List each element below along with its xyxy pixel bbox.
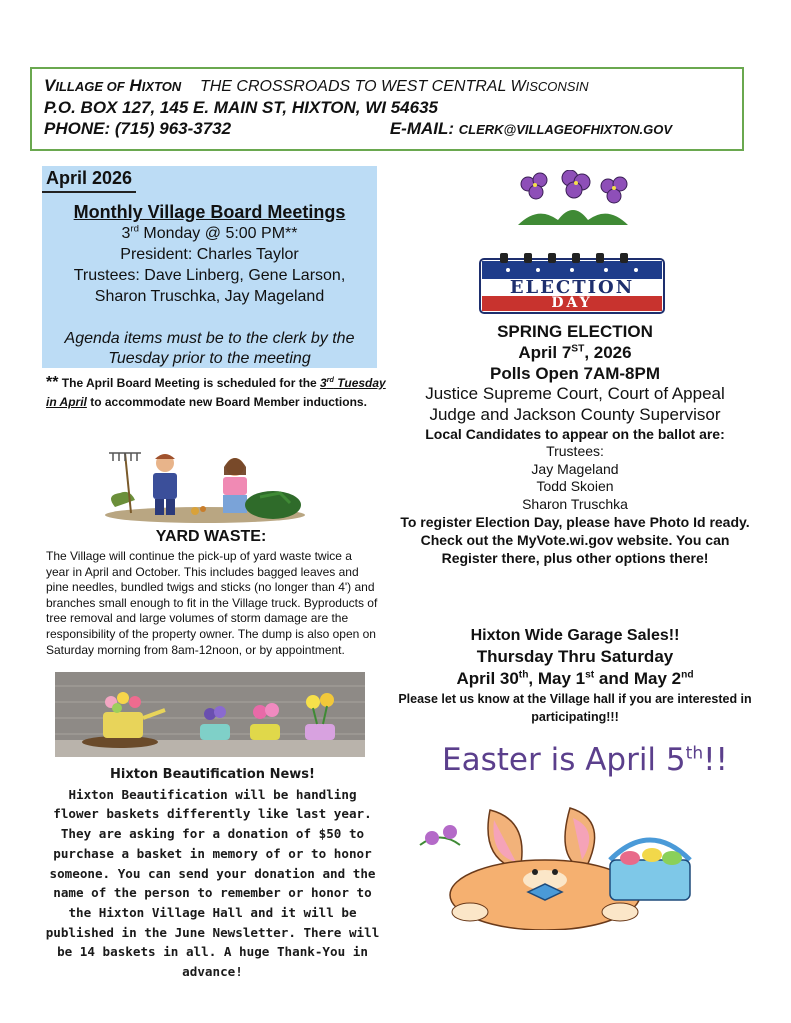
meeting-schedule [42,223,377,244]
president-line: President: Charles Taylor [120,246,299,263]
election-date-sup: ST [571,343,585,355]
hixton-initial: H [129,76,142,95]
garage-sales-section [395,625,755,726]
election-day-badge [478,253,666,315]
election-date [395,342,755,363]
trustees-label: Trustees: [546,443,604,459]
tagline-rest: ISCONSIN [525,79,589,94]
spring-election-section [395,321,755,567]
trustees-line-2: Sharon Truschka, Jay Mageland [94,288,325,305]
garage-days: Thursday Thru Saturday [476,647,674,666]
candidate-item: Sharon Truschka [522,495,628,512]
yard-waste-body: The Village will continue the pick-up of yard waste twice a year in April and October. This includes bagged leaves and pine needles, bundled twigs and sticks (no longer than 4') and branches small enough to fit in the Village truck. Byproducts of tree removal and large volumes of storm damage are the responsibility of the property owner. The dump is also open on Saturday morning from 8am-12noon, or by appointment. [46,549,378,657]
email-address[interactable]: CLERK@VILLAGEOFHIXTON.GOV [458,122,672,137]
header-address: P.O. BOX 127, 145 E. MAIN ST, HIXTON, WI 54635 [44,98,438,117]
local-candidates-heading: Local Candidates to appear on the ballot are: [425,426,725,442]
garage-date-1: April 30 [456,669,519,688]
schedule-num: 3 [121,225,131,242]
header-phone: PHONE: (715) 963-3732 [44,119,232,138]
garage-date-1-sup: th [518,669,529,681]
races-line-1: Justice Supreme Court, Court of Appeal [425,384,725,403]
beautification-title: Hixton Beautification News! [110,767,315,782]
tagline [200,78,589,95]
header-contact-row [44,118,732,140]
schedule-rest: Monday @ 5:00 PM** [138,225,298,242]
flower-baskets-photo [55,672,365,757]
trustees-line-1: Trustees: Dave Linberg, Gene Larson, [73,267,346,284]
schedule-sup: rd [130,223,139,235]
tagline-w: W [510,78,526,95]
agenda-note: Agenda items must be to the clerk by the Tuesday prior to the meeting [64,330,355,367]
newsletter-header [30,67,744,151]
races-line-2: Judge and Jackson County Supervisor [429,404,721,424]
village-word: ILLAGE OF [55,79,125,94]
village-initial: V [44,76,56,95]
easter-tail: !! [703,742,728,778]
election-badge-line1: ELECTION [509,277,635,298]
header-email [390,118,672,140]
note-text-a: The April Board Meeting is scheduled for the [58,376,321,390]
candidate-item: Todd Skoien [536,478,614,494]
board-meetings-box [42,166,377,368]
meetings-details [42,223,377,307]
election-badge-line2: DAY [551,295,593,311]
easter-sup: th [685,743,704,764]
beautification-section [45,765,380,982]
easter-announcement [405,742,765,778]
tagline-text: THE CROSSROADS TO WEST CENTRAL [199,78,511,95]
hixton-word: IXTON [141,79,182,94]
election-title: SPRING ELECTION [497,322,653,341]
garage-title: Hixton Wide Garage Sales!! [470,627,680,644]
easter-bunny-illustration [410,800,710,930]
note-u-rest: Tuesday in April [46,376,386,409]
yard-waste-title: YARD WASTE: [155,528,267,545]
header-line-1 [44,75,732,97]
polls-hours: Polls Open 7AM-8PM [489,364,661,383]
garage-dates [395,668,755,690]
garage-date-3-sup: nd [681,669,694,681]
garage-note: Please let us know at the Village hall if you are interested in participating!!! [398,692,752,724]
beautification-body: Hixton Beautification will be handling flower baskets differently like last year. They are asking for a donation of $50 to purchase a basket in memory of or to honor someone. You can send your donation and the name of the person to remember or honor to the Hixton Village Hall and it will be published in the June Newsletter. There will be 14 baskets in all. A huge Thank-You in advance! [45,786,380,980]
note-u-num: 3 [320,376,327,390]
election-date-pre: April 7 [518,343,572,362]
election-date-post: , 2026 [584,343,632,362]
note-stars: ** [46,374,59,391]
easter-text: Easter is April 5 [442,742,686,778]
candidate-item: Jay Mageland [531,460,619,477]
register-info: To register Election Day, please have Photo Id ready. Check out the MyVote.wi.gov website. You can Register there, plus other options there! [400,514,750,566]
garage-date-3: and May 2 [594,669,682,688]
meetings-title: Monthly Village Board Meetings [73,202,346,222]
board-meeting-note [46,373,386,412]
month-heading: April 2026 [42,166,136,193]
garage-date-2-sup: st [585,669,595,681]
email-label: E-MAIL: [389,119,455,138]
garage-date-2: , May 1 [528,669,586,688]
gardeners-illustration [95,445,310,525]
violets-illustration [498,170,648,230]
note-u-sup: rd [326,375,334,384]
note-text-b: to accommodate new Board Member inductions. [86,395,367,409]
